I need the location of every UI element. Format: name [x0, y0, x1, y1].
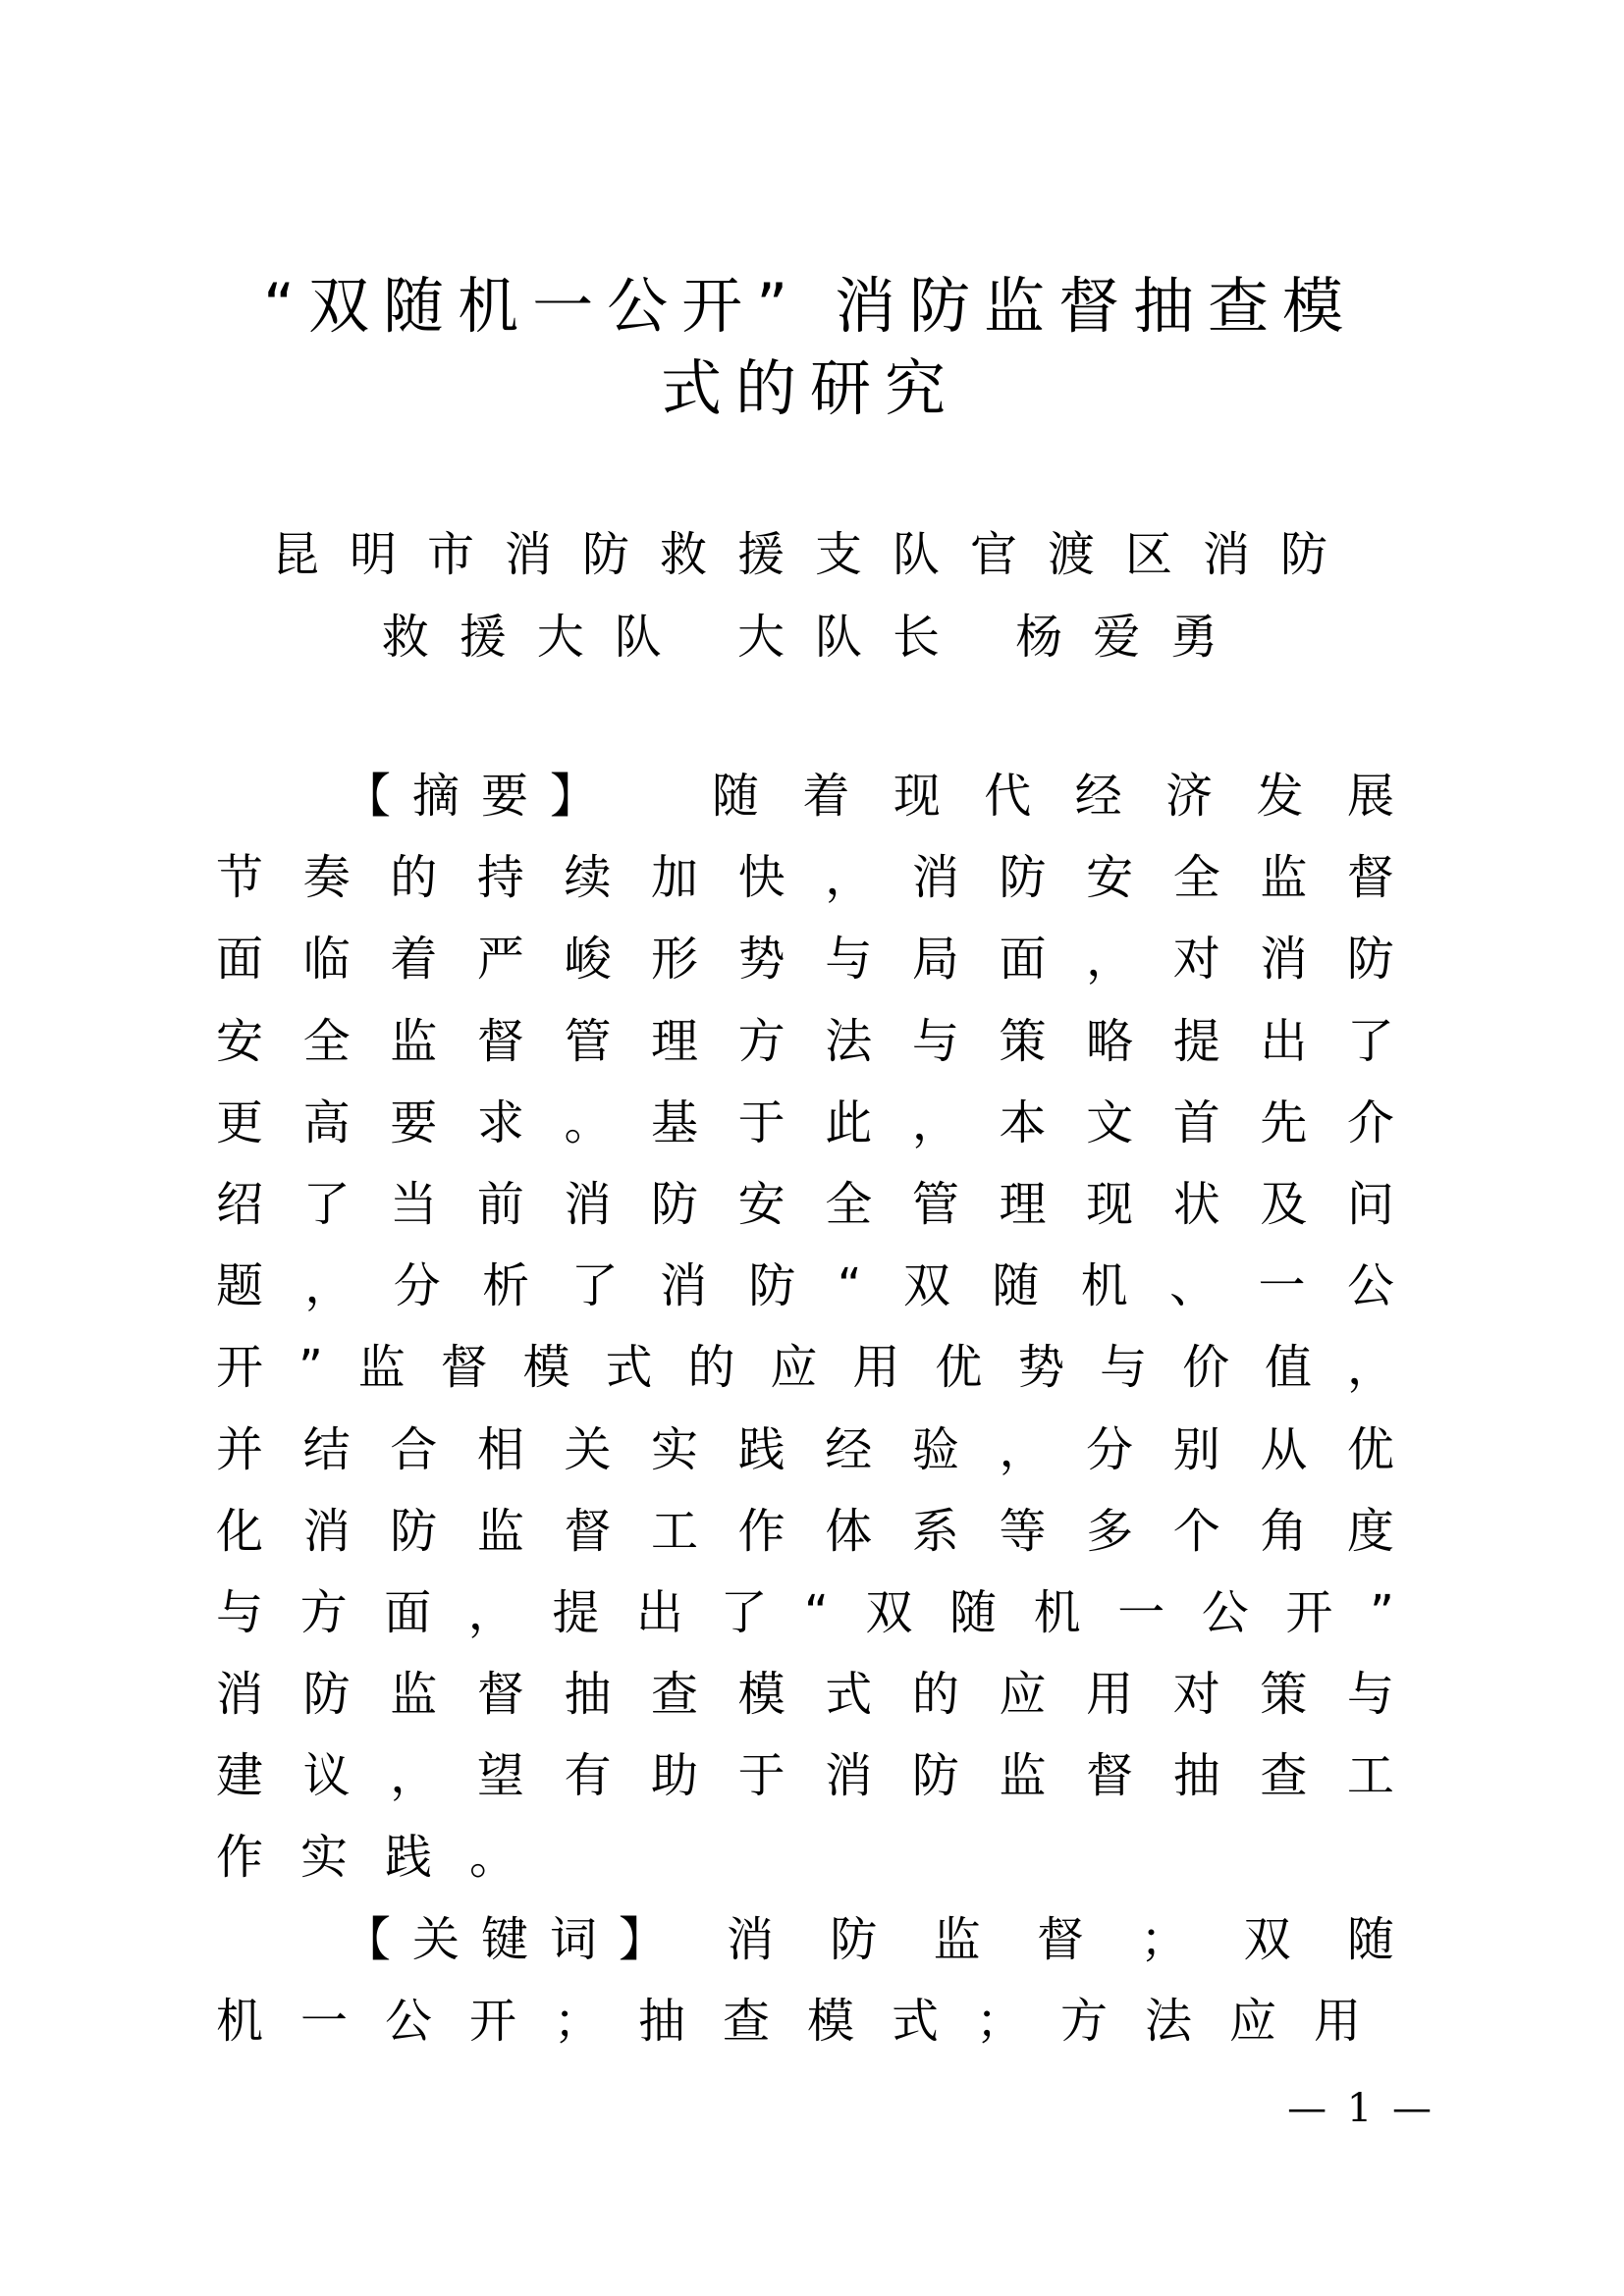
author-line-1: 昆明市消防救援支队官渡区消防	[271, 527, 1358, 582]
abstract-line: 并 结 合 相 关 实 践 经 验 ， 分 别 从 优	[216, 1421, 1394, 1477]
abstract-line: 节 奏 的 持 续 加 快 ， 消 防 安 全 监 督	[216, 850, 1394, 906]
abstract-line: 建 议 ， 望 有 助 于 消 防 监 督 抽 查 工	[216, 1748, 1394, 1804]
keywords-line-1: 消 防 监 督 ； 双 随	[727, 1911, 1394, 1967]
keywords-second-line	[216, 1981, 1399, 2062]
keywords-first-line	[216, 1899, 1394, 1981]
abstract-line: 更 高 要 求 。 基 于 此 ， 本 文 首 先 介	[216, 1095, 1394, 1150]
page-number: — 1 —	[1287, 2086, 1435, 2131]
abstract-first-line	[216, 756, 1394, 837]
abstract-line: 绍 了 当 前 消 防 安 全 管 理 现 状 及 问	[216, 1176, 1394, 1232]
abstract-line: 安 全 监 督 管 理 方 法 与 策 略 提 出 了	[216, 1013, 1394, 1069]
abstract-line: 消 防 监 督 抽 查 模 式 的 应 用 对 策 与	[216, 1667, 1394, 1723]
title-line-1: “双随机一公开” 消防监督抽查模	[263, 270, 1357, 342]
abstract-line: 面 临 着 严 峻 形 势 与 局 面 ， 对 消 防	[216, 932, 1394, 988]
document-title	[196, 265, 1424, 430]
abstract-line: 与 方 面 ， 提 出 了 “ 双 随 机 一 公 开 ”	[216, 1584, 1394, 1640]
abstract-line: 作实践。	[216, 1830, 555, 1886]
abstract-label: 【摘要】	[344, 769, 620, 824]
keywords-label: 【关键词】	[344, 1911, 688, 1967]
abstract-section	[216, 756, 1399, 2062]
abstract-line: 题 ， 分 析 了 消 防 “ 双 随 机 、 一 公	[216, 1258, 1394, 1314]
title-line-2: 式的研究	[660, 352, 959, 424]
abstract-line: 随 着 现 代 经 济 发 展	[712, 769, 1394, 824]
abstract-body	[216, 837, 1394, 1898]
keywords-line-2: 机一公开；抽查模式；方法应用	[216, 1993, 1399, 2049]
author-line-2: 救援大队 大队长 杨爱勇	[381, 610, 1249, 665]
abstract-line: 开 ” 监 督 模 式 的 应 用 优 势 与 价 值 ，	[216, 1340, 1394, 1396]
author-affiliation	[226, 513, 1404, 678]
abstract-line: 化 消 防 监 督 工 作 体 系 等 多 个 角 度	[216, 1503, 1394, 1559]
